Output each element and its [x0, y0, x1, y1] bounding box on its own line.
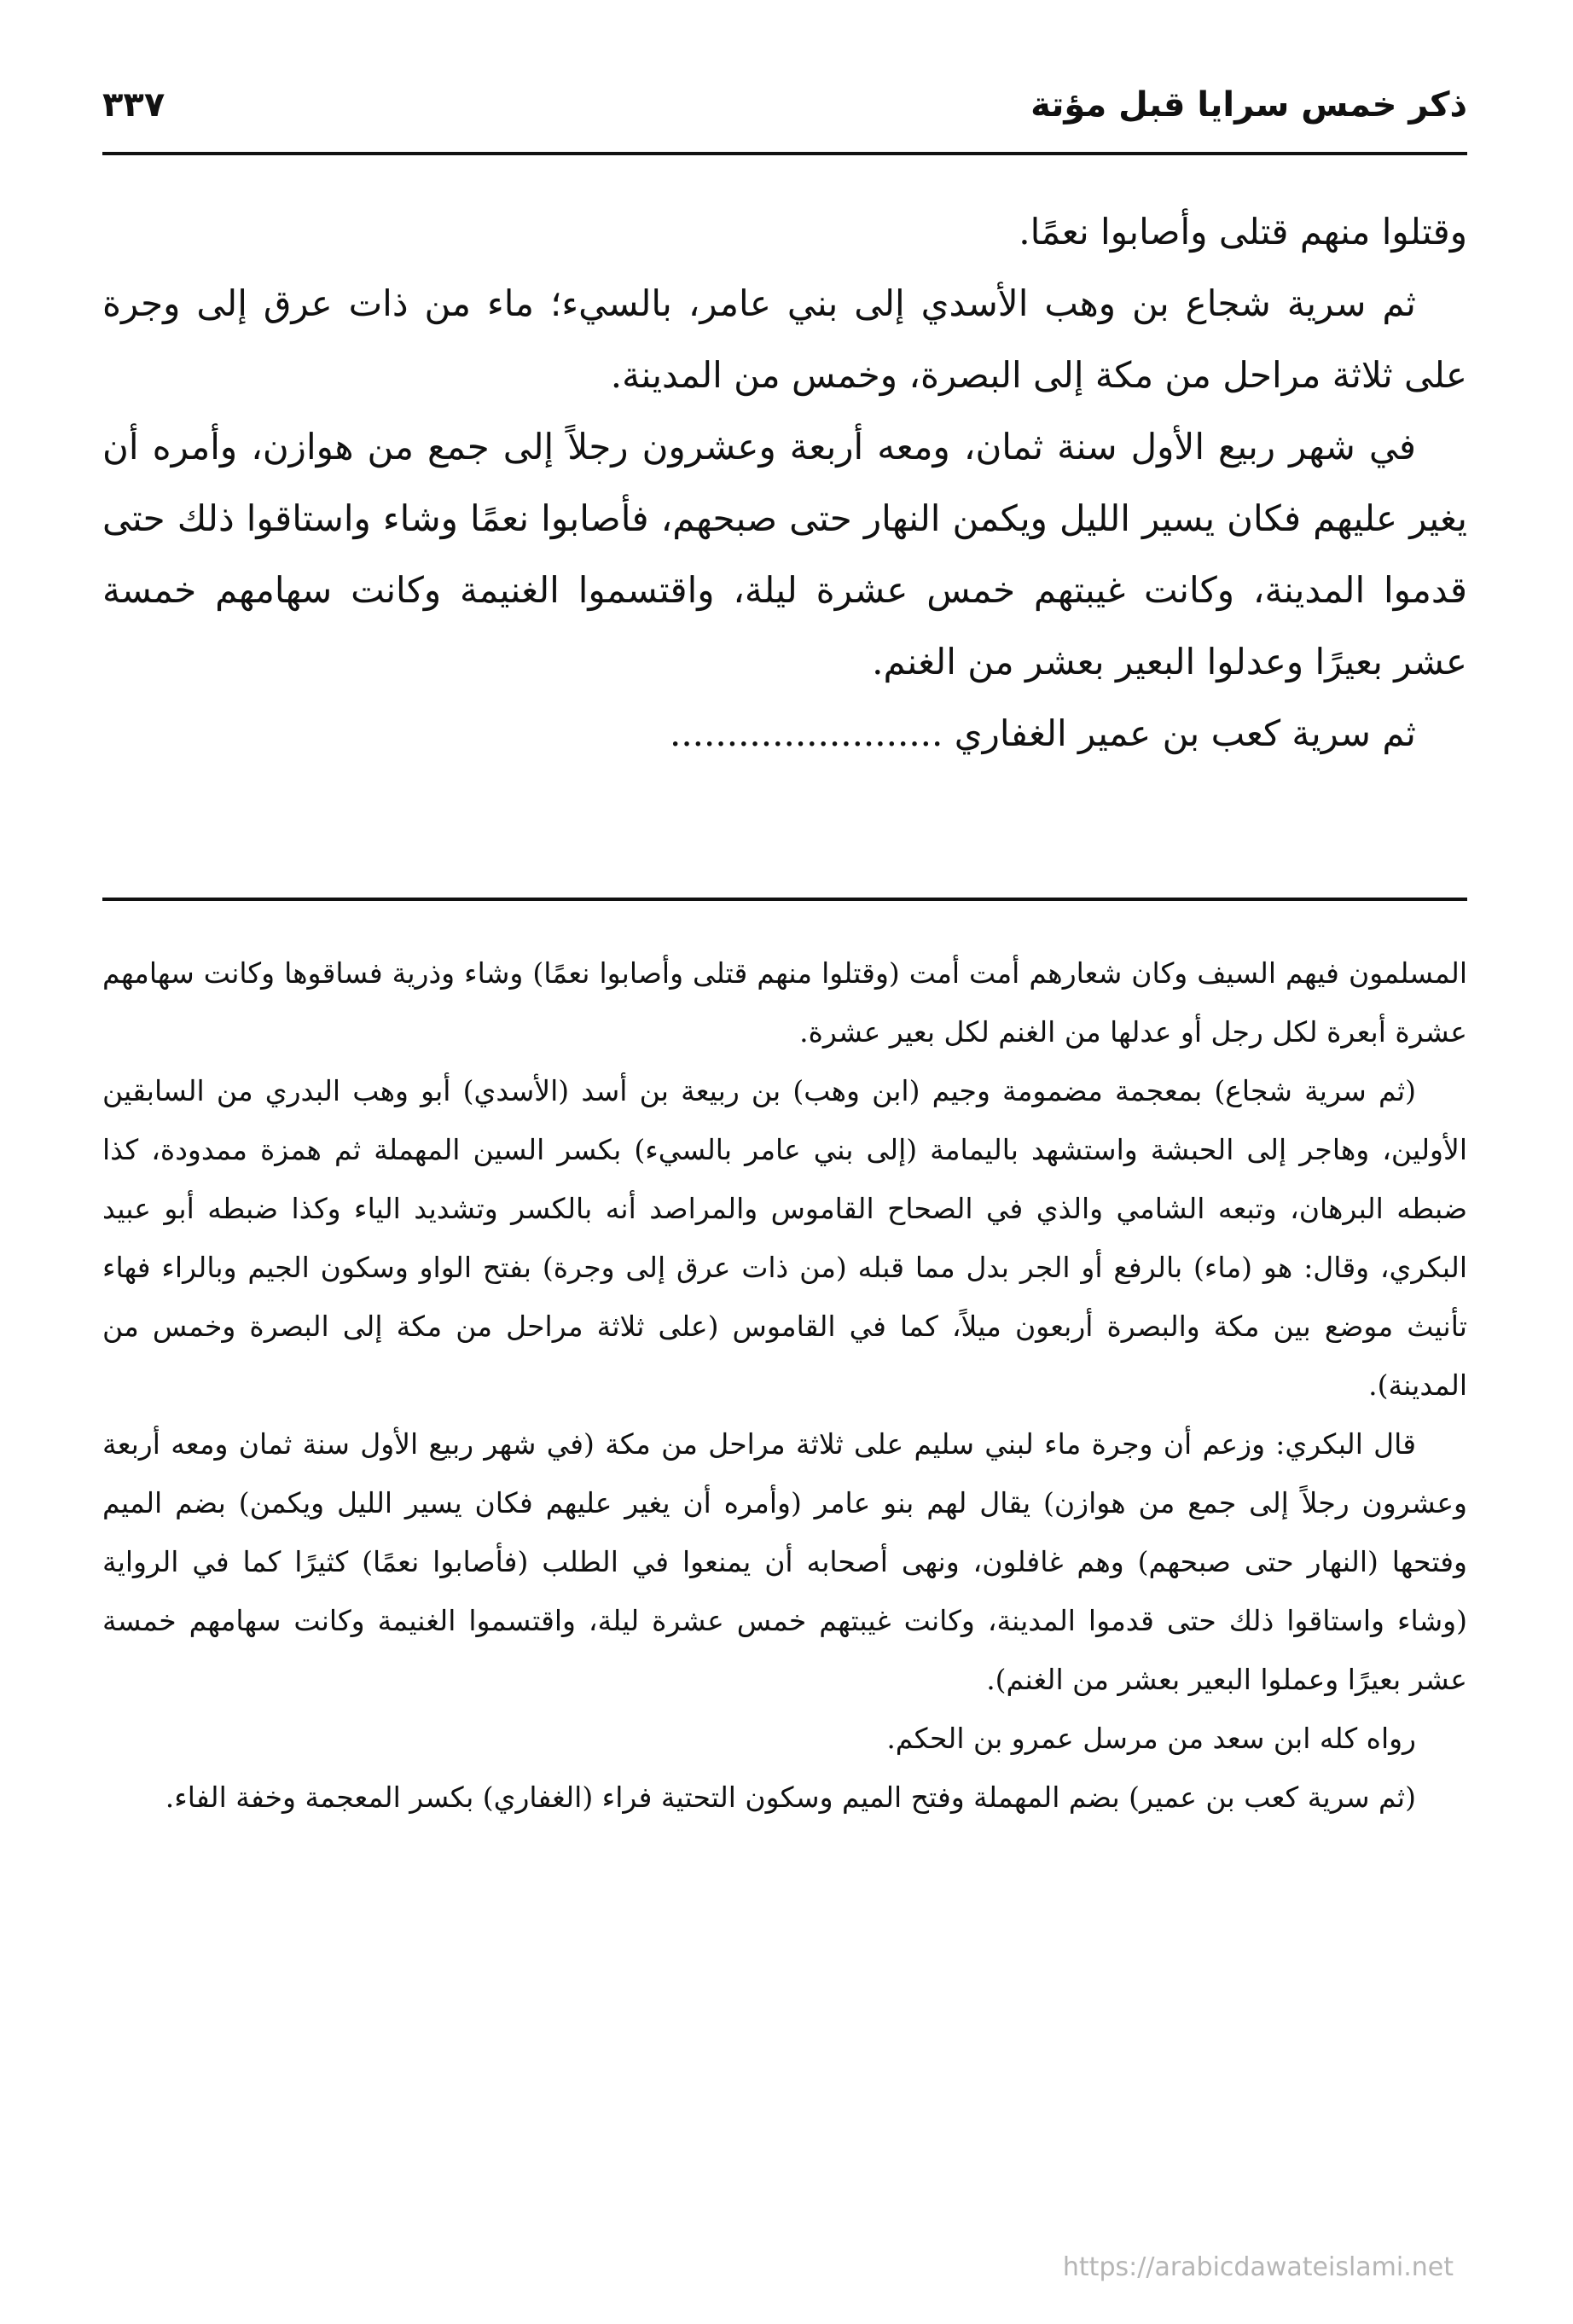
main-paragraph-1: وقتلوا منهم قتلى وأصابوا نعمًا.	[1019, 211, 1467, 253]
commentary-paragraph-4: رواه كله ابن سعد من مرسل عمرو بن الحكم.	[886, 1722, 1416, 1755]
continuation-dots: ........................	[669, 712, 943, 754]
commentary-paragraph-5: (ثم سرية كعب بن عمير) بضم المهملة وفتح الميم وسكون التحتية فراء (الغفاري) بكسر المعجمة وخفة الفاء.	[165, 1781, 1416, 1814]
main-paragraph-3: في شهر ربيع الأول سنة ثمان، ومعه أربعة وعشرون رجلاً إلى جمع من هوازن، وأمره أن يغير عليهم فكان يسير الليل ويكمن النهار حتى صبحهم، فأصابوا نعمًا وشاء واستاقوا ذلك حتى قدموا المدينة، وكانت غيبتهم خمس عشرة ليلة، واقتسموا الغنيمة وكانت سهامهم خمسة عشر بعيرًا وعدلوا البعير بعشر من الغنم.	[102, 426, 1467, 683]
running-title: ذكر خمس سرايا قبل مؤتة	[1030, 85, 1467, 125]
commentary-paragraph-2: (ثم سرية شجاع) بمعجمة مضمومة وجيم (ابن وهب) بن ربيعة بن أسد (الأسدي) أبو وهب البدري من السابقين الأولين، وهاجر إلى الحبشة واستشهد باليمامة (إلى بني عامر بالسيء) بكسر السين المهملة ثم همزة ممدودة، كذا ضبطه البرهان، وتبعه الشامي والذي في الصحاح القاموس والمراصد أنه بالكسر وتشديد الياء وكذا ضبطه أبو عبيد البكري، وقال: هو (ماء) بالرفع أو الجر بدل مما قبله (من ذات عرق إلى وجرة) بفتح الواو وسكون الجيم وبالراء فهاء تأنيث موضع بين مكة والبصرة أربعون ميلاً، كما في القاموس (على ثلاثة مراحل من مكة إلى البصرة وخمس من المدينة).	[102, 1074, 1467, 1402]
source-watermark: https://arabicdawateislami.net	[1062, 2252, 1454, 2282]
main-text	[102, 196, 1467, 770]
commentary-paragraph-3: قال البكري: وزعم أن وجرة ماء لبني سليم على ثلاثة مراحل من مكة (في شهر ربيع الأول سنة ثمان ومعه أربعة وعشرون رجلاً إلى جمع من هوازن) يقال لهم بنو عامر (وأمره أن يغير عليهم فكان يسير الليل ويكمن) بضم الميم وفتحها (النهار حتى صبحهم) وهم غافلون، ونهى أصحابه أن يمنعوا في الطلب (فأصابوا نعمًا) كثيرًا كما في الرواية (وشاء واستاقوا ذلك حتى قدموا المدينة، وكانت غيبتهم خمس عشرة ليلة، واقتسموا الغنيمة وكانت سهامهم خمسة عشر بعيرًا وعملوا البعير بعشر من الغنم).	[102, 1427, 1467, 1696]
page-header	[102, 77, 1467, 145]
main-paragraph-4-text: ثم سرية كعب بن عمير الغفاري	[954, 712, 1416, 754]
page-number: ٣٣٧	[102, 85, 165, 125]
commentary-paragraph-1: المسلمون فيهم السيف وكان شعارهم أمت أمت (وقتلوا منهم قتلى وأصابوا نعمًا) وشاء وذرية فساقوها وكانت سهامهم عشرة أبعرة لكل رجل أو عدلها من الغنم لكل بعير عشرة.	[102, 956, 1467, 1049]
header-rule	[102, 152, 1467, 155]
footnote-rule	[102, 898, 1467, 901]
main-paragraph-4	[102, 698, 1467, 770]
main-paragraph-2: ثم سرية شجاع بن وهب الأسدي إلى بني عامر، بالسيء؛ ماء من ذات عرق إلى وجرة على ثلاثة مراحل من مكة إلى البصرة، وخمس من المدينة.	[102, 282, 1467, 396]
commentary-text	[102, 944, 1467, 1827]
